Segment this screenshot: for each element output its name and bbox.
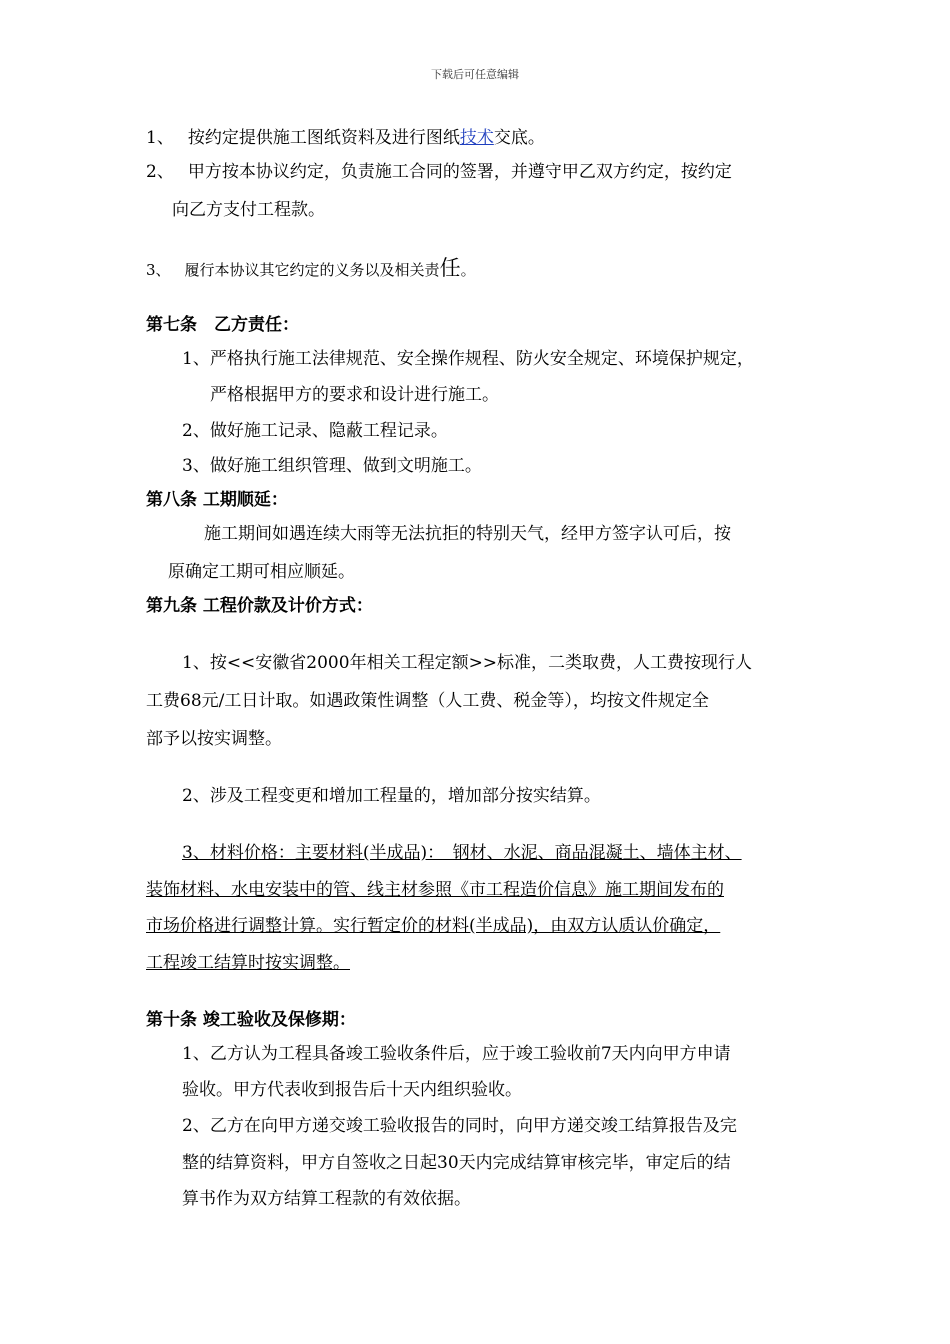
item-a3 [146, 256, 476, 282]
article8-title: 第八条 工期顺延： [146, 490, 288, 510]
item-number: 2、 [146, 162, 174, 182]
article7-item3: 3、做好施工组织管理、做到文明施工。 [182, 456, 482, 476]
item-text: 甲方按本协议约定，负责施工合同的签署，并遵守甲乙双方约定，按约定 [187, 162, 732, 182]
item-text: 履行本协议其它约定的义务以及相关责 [184, 261, 440, 279]
article9-item1-line2: 工费68元/工日计取。如遇政策性调整（人工费、税金等），均按文件规定全 [146, 691, 709, 711]
article9-item3-line1-text: 3、材料价格：主要材料(半成品)： 钢材、水泥、商品混凝土、墙体主材、 [182, 843, 742, 863]
article10-item1-line1: 1、乙方认为工程具备竣工验收条件后，应于竣工验收前7天内向甲方申请 [182, 1044, 731, 1064]
article9-item2: 2、涉及工程变更和增加工程量的，增加部分按实结算。 [182, 786, 601, 806]
article10-item2-line1: 2、乙方在向甲方递交竣工验收报告的同时，向甲方递交竣工结算报告及完 [182, 1116, 737, 1136]
item-text-end: 交底。 [493, 128, 545, 148]
article9-item3-line4: 工程竣工结算时按实调整。 [146, 953, 350, 973]
article7-item1-line2: 严格根据甲方的要求和设计进行施工。 [210, 385, 499, 405]
article10-item2-line2: 整的结算资料，甲方自签收之日起30天内完成结算审核完毕，审定后的结 [182, 1153, 731, 1173]
item-number: 1、 [146, 128, 174, 148]
article9-item1-line3: 部予以按实调整。 [146, 729, 282, 749]
technology-link[interactable]: 技术 [459, 128, 494, 148]
article8-line1: 施工期间如遇连续大雨等无法抗拒的特别天气，经甲方签字认可后，按 [204, 524, 731, 544]
item-number: 3、 [146, 261, 171, 279]
article10-title: 第十条 竣工验收及保修期： [146, 1010, 356, 1030]
page-header: 下载后可任意编辑 [431, 68, 519, 81]
item-text-large-char: 任 [439, 256, 461, 280]
article10-item1-line2: 验收。甲方代表收到报告后十天内组织验收。 [182, 1080, 522, 1100]
item-text: 按约定提供施工图纸资料及进行图纸 [187, 128, 460, 148]
item-a2-line2: 向乙方支付工程款。 [172, 200, 325, 220]
article7-item2: 2、做好施工记录、隐蔽工程记录。 [182, 421, 448, 441]
article9-title: 第九条 工程价款及计价方式： [146, 596, 373, 616]
item-a1 [146, 126, 545, 150]
item-a2-line1 [146, 160, 732, 184]
article7-item1-line1: 1、严格执行施工法律规范、安全操作规程、防火安全规定、环境保护规定， [182, 349, 754, 369]
article9-item1-line1: 1、按<<安徽省2000年相关工程定额>>标准，二类取费，人工费按现行人 [182, 653, 753, 673]
article10-item2-line3: 算书作为双方结算工程款的有效依据。 [182, 1189, 471, 1209]
item-text-end: 。 [460, 261, 476, 279]
article7-title: 第七条 乙方责任： [146, 315, 299, 335]
article9-item3-line1 [182, 841, 742, 865]
article8-line2: 原确定工期可相应顺延。 [168, 562, 355, 582]
article9-item3-line3: 市场价格进行调整计算。实行暂定价的材料(半成品)，由双方认质认价确定， [146, 916, 721, 936]
article9-item3-line2: 装饰材料、水电安装中的管、线主材参照《市工程造价信息》施工期间发布的 [146, 880, 724, 900]
